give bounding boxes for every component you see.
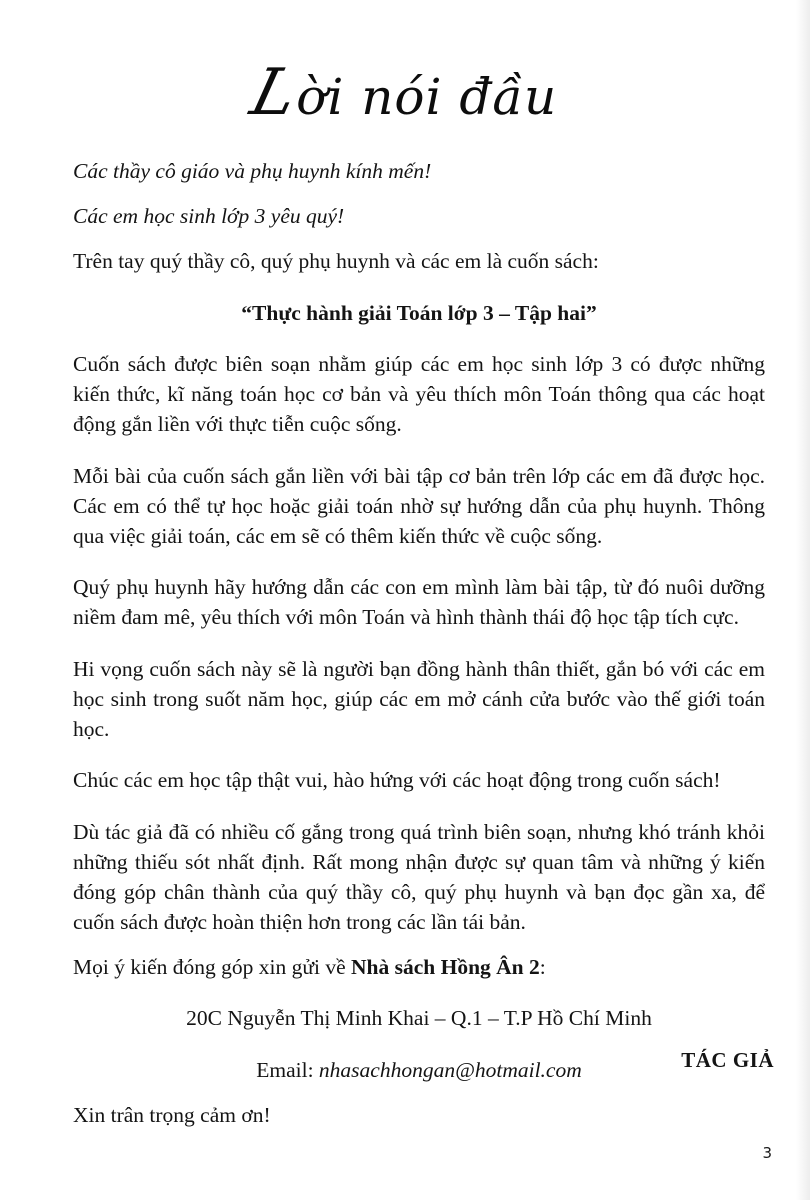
paragraph-feedback: Dù tác giả đã có nhiều cố gắng trong quá trình biên soạn, nhưng khó tránh khỏi những thiếu sót nhất định. Rất mong nhận được sự quan tâm và những ý kiến đóng góp chân thành của quý thầy cô, quý phụ huynh và bạn đọc gần xa, để cuốn sách được hoàn thiện hơn trong các lần tái bản. — [73, 819, 765, 934]
email-label: Email: — [256, 1057, 319, 1082]
title-rest: ời nói đầu — [296, 68, 558, 126]
email-address-link[interactable]: nhasachhongan@hotmail.com — [318, 1057, 582, 1082]
intro-line: Trên tay quý thầy cô, quý phụ huynh và các em là cuốn sách: — [73, 249, 599, 273]
preface-body — [73, 156, 765, 1144]
contact-suffix: : — [539, 954, 546, 979]
greeting-students: Các em học sinh lớp 3 yêu quý! — [73, 204, 345, 228]
paragraph-purpose: Cuốn sách được biên soạn nhằm giúp các em học sinh lớp 3 có được những kiến thức, kĩ năng toán học cơ bản và yêu thích môn Toán thông qua các hoạt động gắn liền với thực tiễn cuộc sống. — [73, 352, 765, 436]
author-signature: TÁC GIẢ — [681, 1048, 774, 1072]
page-title — [0, 58, 810, 132]
address-line: 20C Nguyễn Thị Minh Khai – Q.1 – T.P Hồ Chí Minh — [186, 1006, 652, 1030]
paragraph-lessons: Mỗi bài của cuốn sách gắn liền với bài tập cơ bản trên lớp các em đã được học. Các em có thể tự học hoặc giải toán nhờ sự hướng dẫn của phụ huynh. Thông qua việc giải toán, các em sẽ có thêm kiến thức về cuộc sống. — [73, 463, 765, 548]
paragraph-wishes: Chúc các em học tập thật vui, hào hứng với các hoạt động trong cuốn sách! — [73, 768, 721, 792]
book-title: “Thực hành giải Toán lớp 3 – Tập hai” — [241, 300, 597, 325]
contact-prefix: Mọi ý kiến đóng góp xin gửi về — [73, 954, 351, 979]
thanks-line: Xin trân trọng cảm ơn! — [73, 1102, 271, 1127]
page-number: 3 — [762, 1144, 772, 1162]
paragraph-hope: Hi vọng cuốn sách này sẽ là người bạn đồng hành thân thiết, gắn bó với các em học sinh trong suốt năm học, giúp các em mở cánh cửa bước vào thế giới toán học. — [73, 656, 765, 741]
page-edge-shadow — [796, 0, 810, 1200]
paragraph-parents: Quý phụ huynh hãy hướng dẫn các con em mình làm bài tập, từ đó nuôi dưỡng niềm đam mê, yêu thích với môn Toán và hình thành thái độ học tập tích cực. — [73, 575, 765, 629]
title-initial: L — [243, 56, 306, 130]
publisher-name: Nhà sách Hồng Ân 2 — [351, 954, 540, 979]
email-line — [73, 1055, 765, 1085]
greeting-teachers-parents: Các thầy cô giáo và phụ huynh kính mến! — [73, 159, 432, 183]
contact-line — [73, 952, 765, 982]
